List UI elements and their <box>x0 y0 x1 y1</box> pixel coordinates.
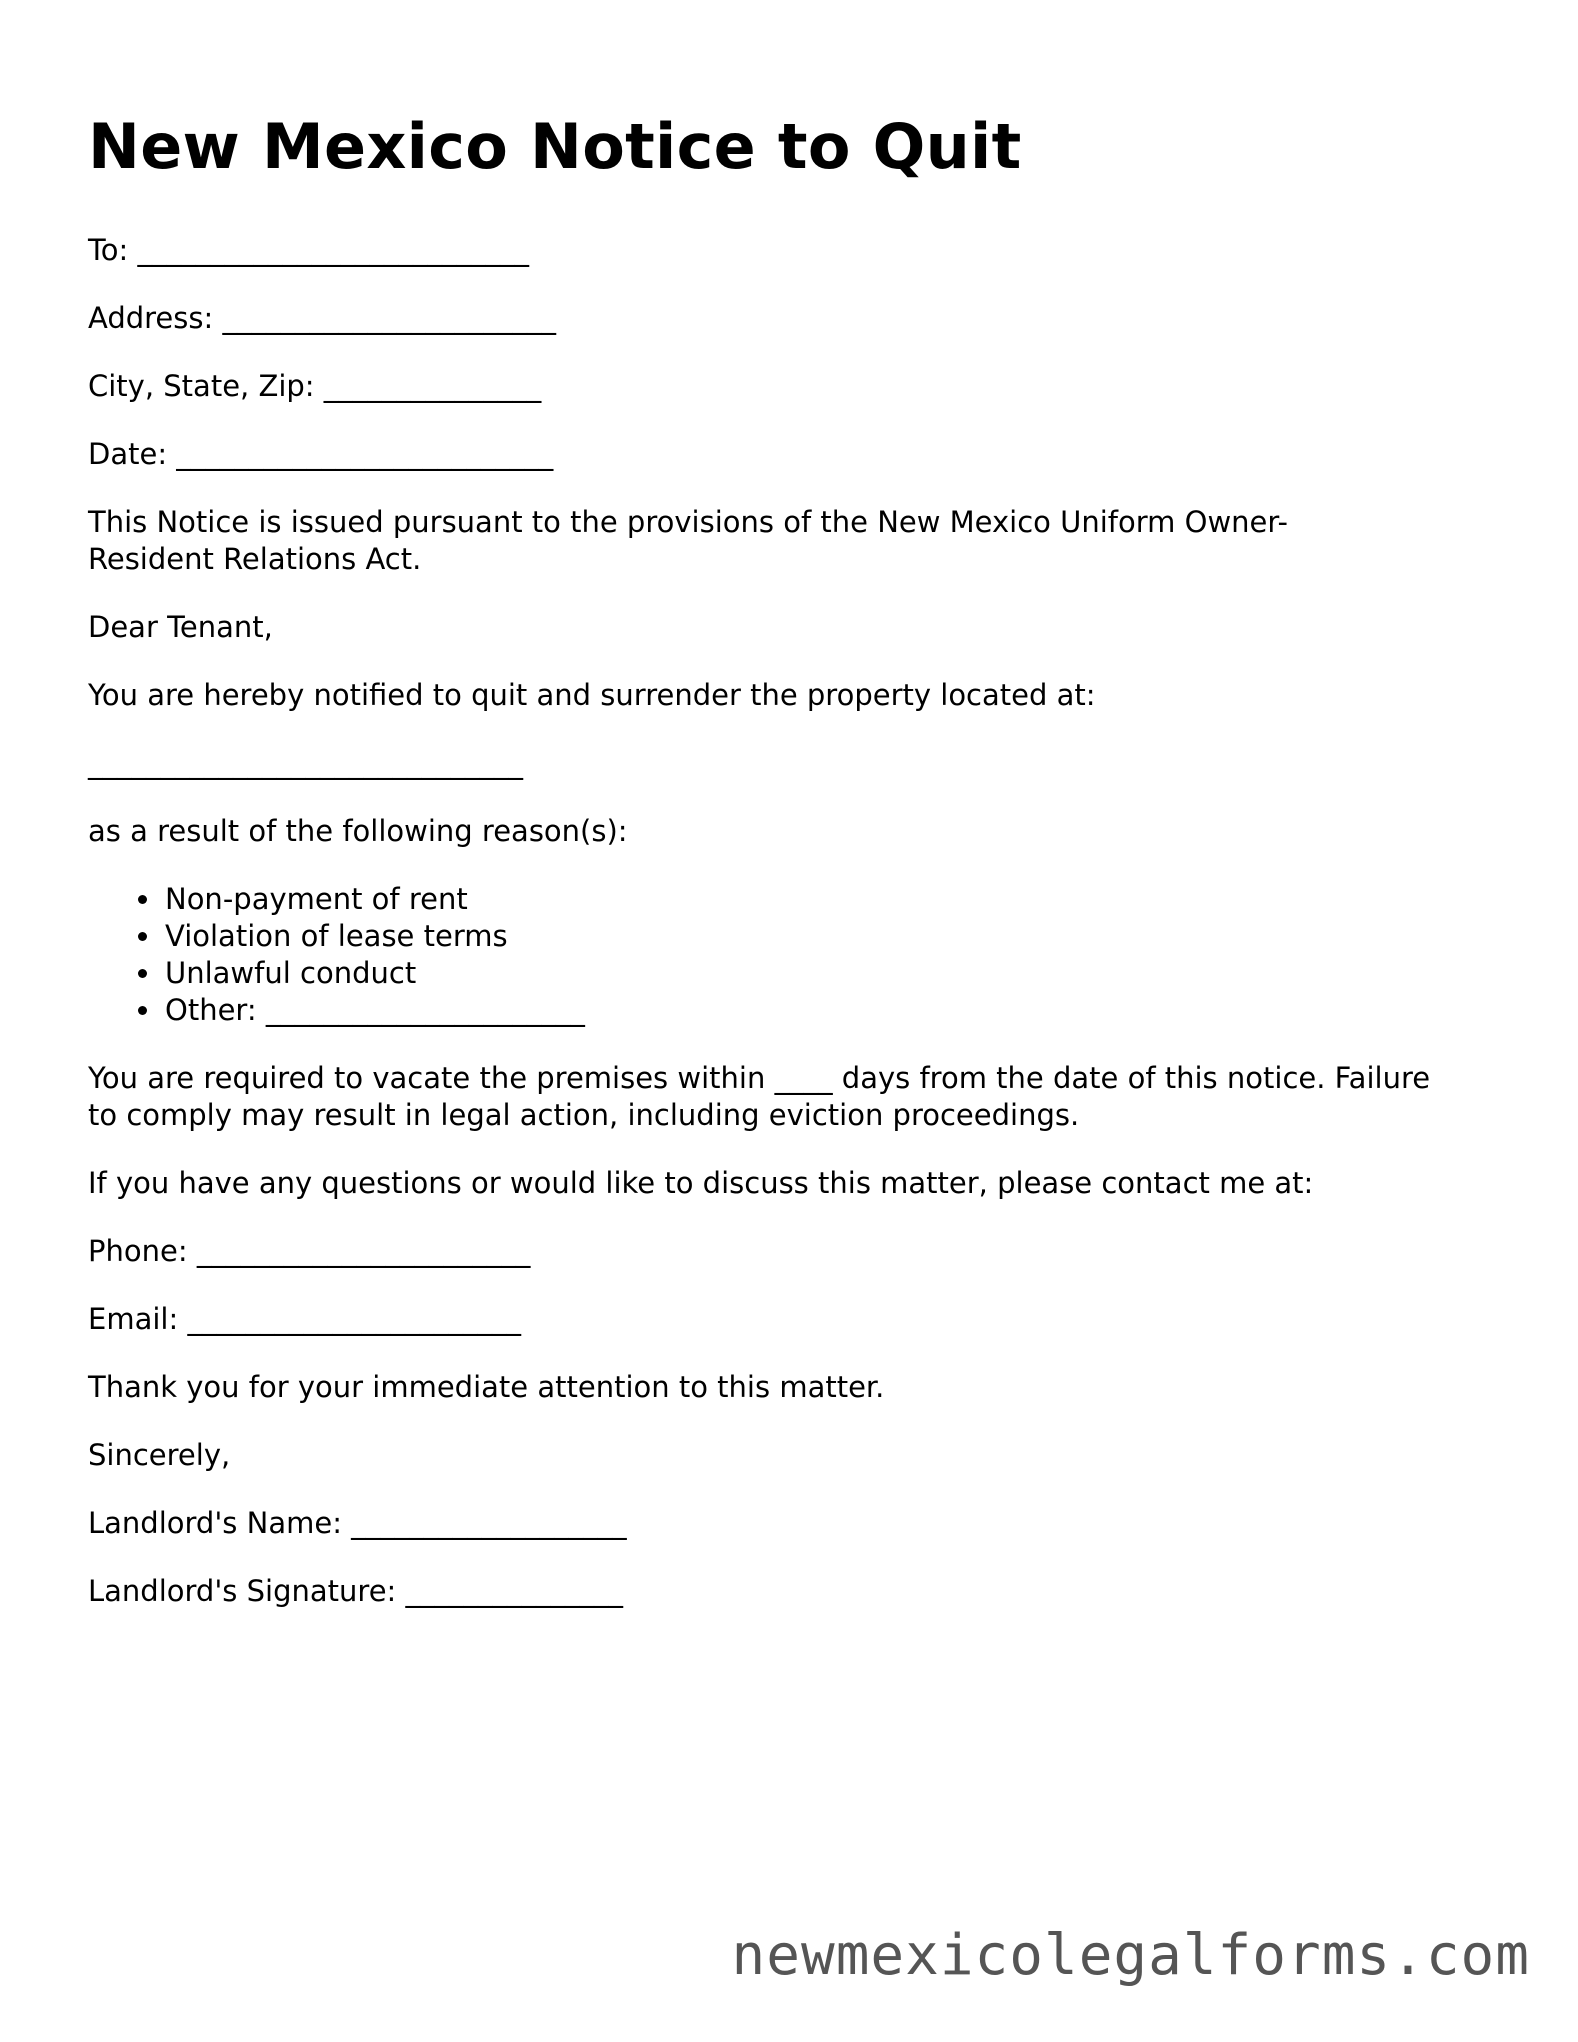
footer-watermark: newmexicolegalforms.com <box>731 1923 1530 1988</box>
page-title: New Mexico Notice to Quit <box>88 110 1022 183</box>
list-item: • Non-payment of rent <box>163 881 1488 918</box>
vacate-paragraph: You are required to vacate the premises within ____ days from the date of this notice. Failure to comply may result in legal action, including eviction proceedings. <box>88 1061 1431 1132</box>
date-field: Date: __________________________ <box>88 437 554 471</box>
contact-intro: If you have any questions or would like to discuss this matter, please contact me at: <box>88 1166 1314 1200</box>
closing: Sincerely, <box>88 1438 231 1472</box>
notice-line: You are hereby notified to quit and surrender the property located at: <box>88 678 1096 712</box>
email-field: Email: _______________________ <box>88 1302 521 1336</box>
salutation: Dear Tenant, <box>88 610 273 644</box>
document-page <box>88 108 1488 1641</box>
list-item: • Other: ______________________ <box>163 992 1488 1029</box>
address-field: Address: _______________________ <box>88 301 556 335</box>
intro-paragraph: This Notice is issued pursuant to the provisions of the New Mexico Uniform Owner-Resident Relations Act. <box>88 505 1288 576</box>
list-item: • Violation of lease terms <box>163 918 1488 955</box>
thanks-line: Thank you for your immediate attention to this matter. <box>88 1370 885 1404</box>
phone-field: Phone: _______________________ <box>88 1234 531 1268</box>
reasons-intro: as a result of the following reason(s): <box>88 814 628 848</box>
city-state-zip-field: City, State, Zip: _______________ <box>88 369 542 403</box>
list-item: • Unlawful conduct <box>163 955 1488 992</box>
property-address-blank: ______________________________ <box>88 746 523 780</box>
landlord-name-field: Landlord's Name: ___________________ <box>88 1506 627 1540</box>
landlord-signature-field: Landlord's Signature: _______________ <box>88 1574 624 1608</box>
reasons-list <box>88 881 1488 1029</box>
to-field: To: ___________________________ <box>88 233 530 267</box>
